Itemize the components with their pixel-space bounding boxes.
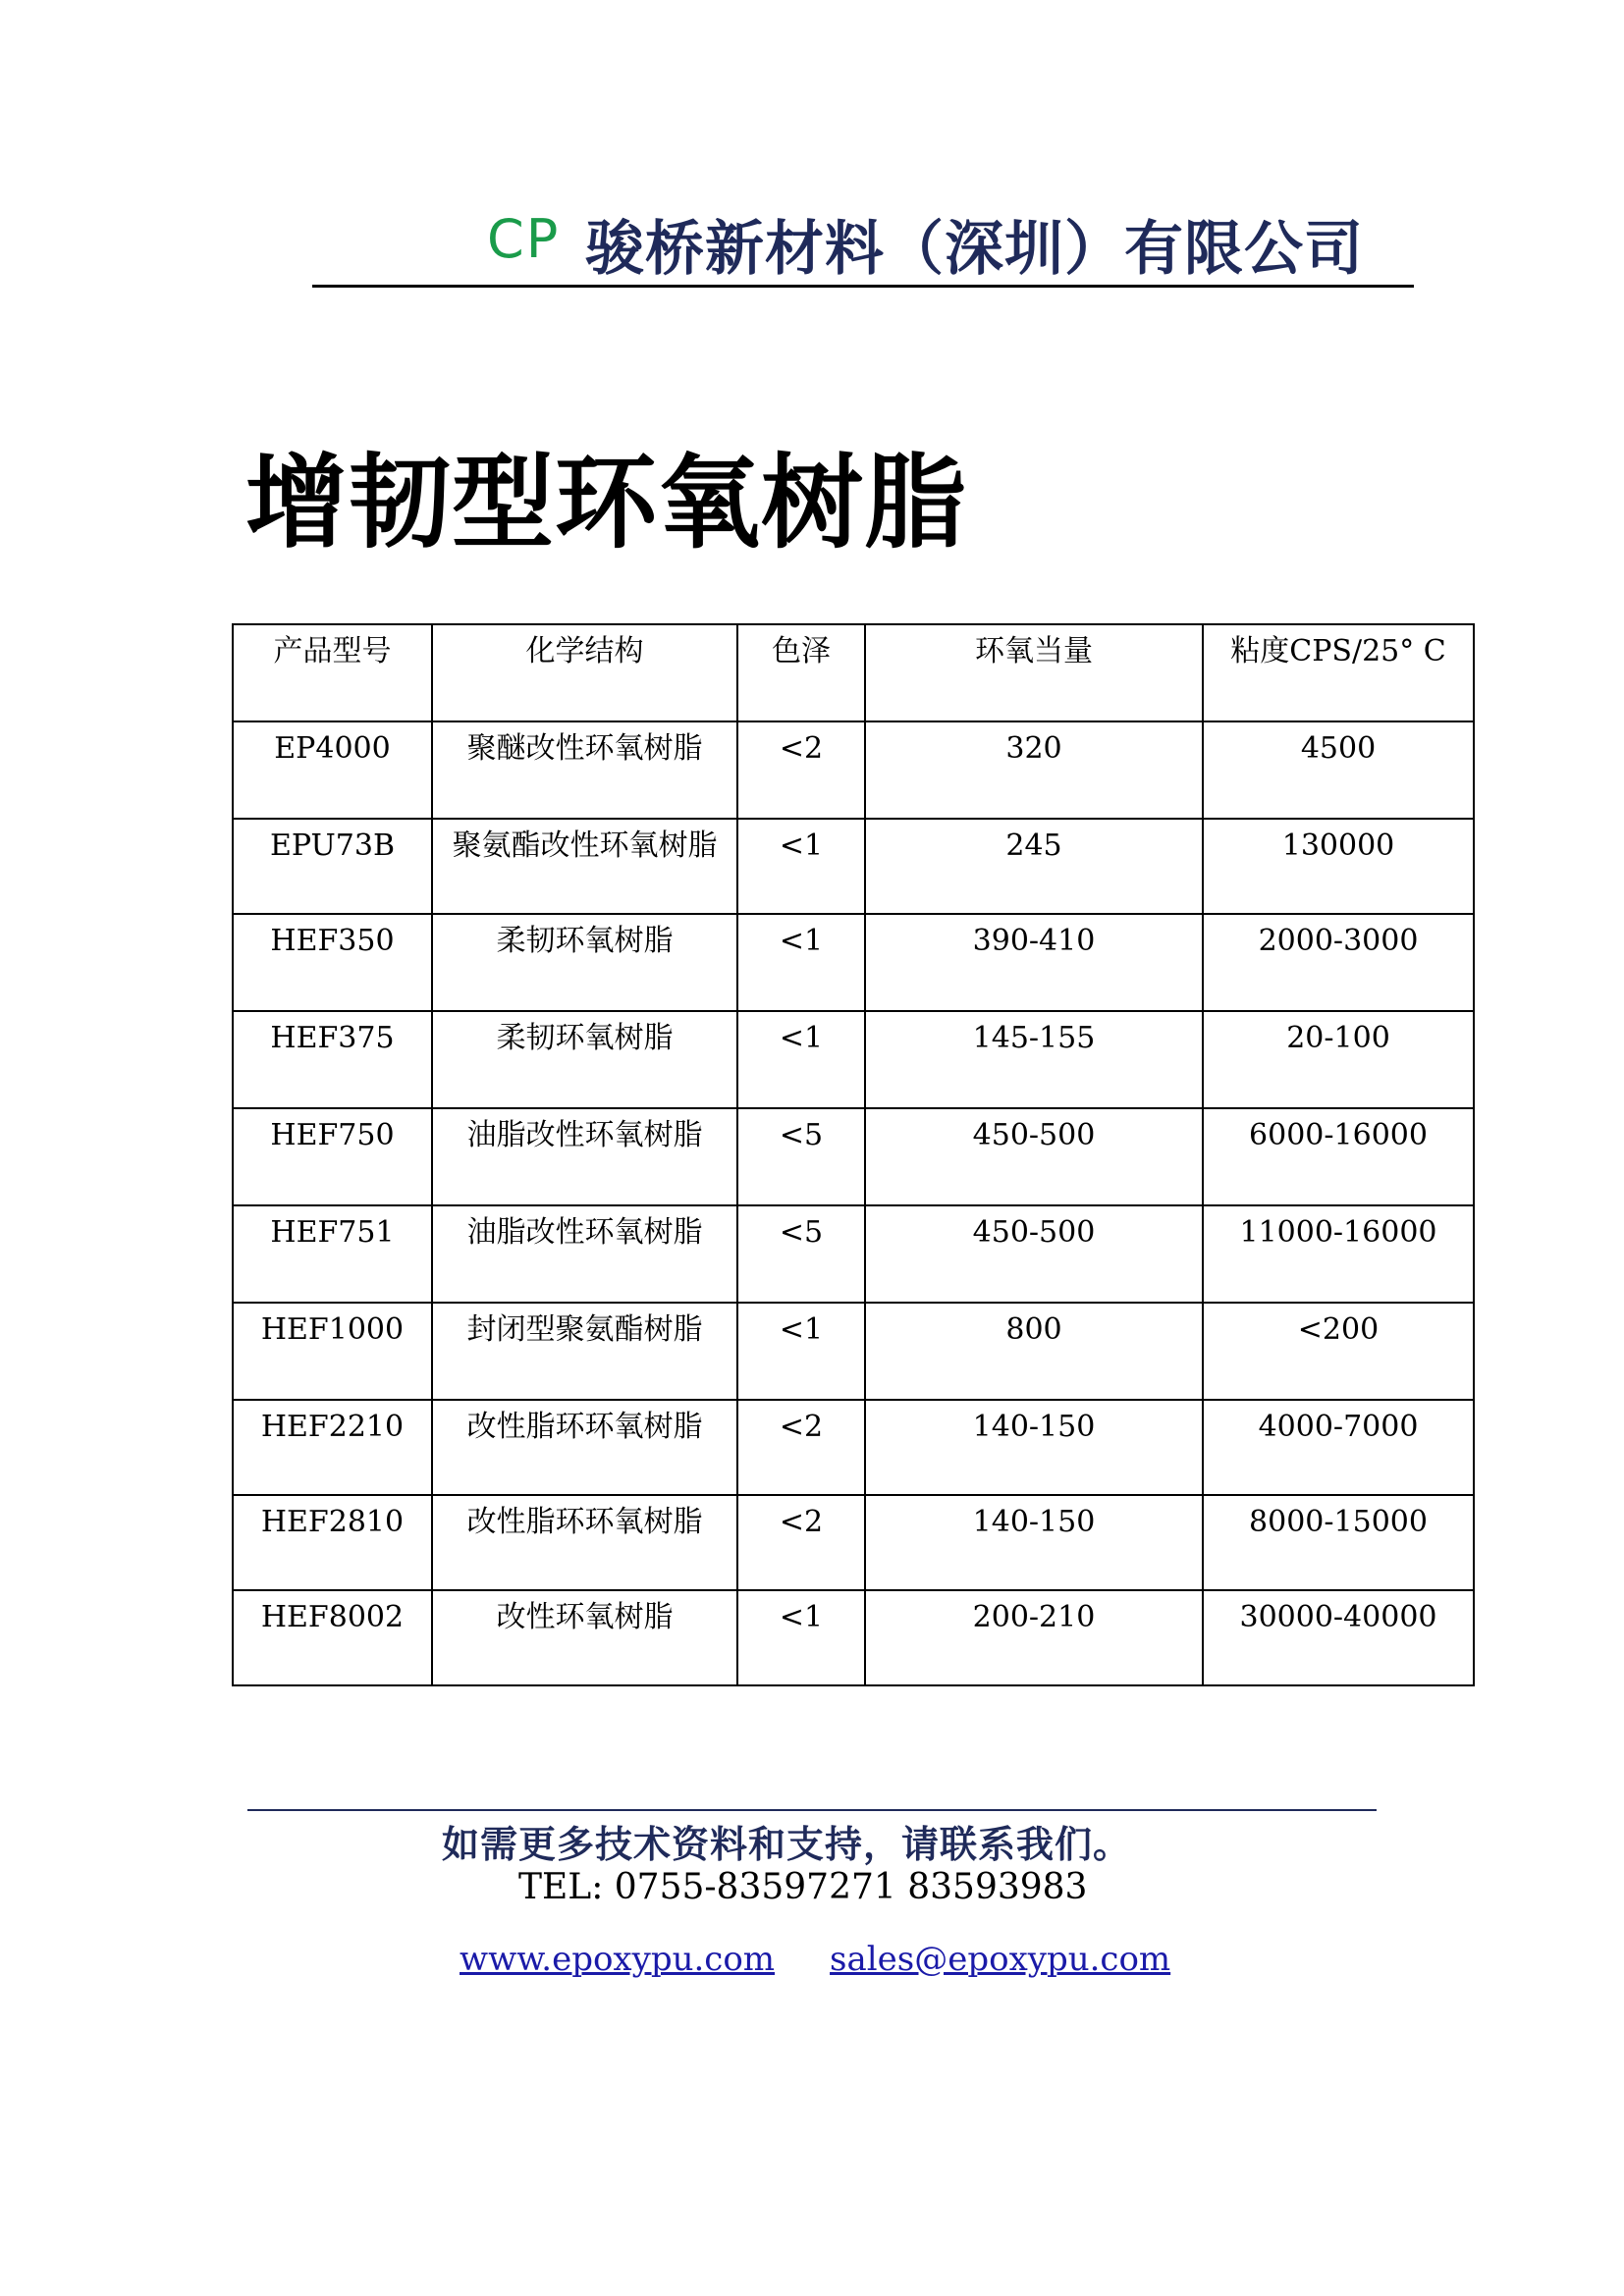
header-epoxy-equivalent: 环氧当量 — [865, 624, 1203, 721]
table-row — [233, 1205, 1474, 1303]
footer-divider — [247, 1809, 1377, 1811]
table-row — [233, 1400, 1474, 1495]
table-row — [233, 1590, 1474, 1685]
cell-model: HEF375 — [233, 1011, 432, 1108]
cell-structure: 柔韧环氧树脂 — [432, 914, 737, 1011]
cell-viscosity: 6000-16000 — [1203, 1108, 1474, 1205]
product-spec-table — [232, 623, 1475, 1686]
cell-structure: 改性脂环环氧树脂 — [432, 1400, 737, 1495]
cell-model: HEF8002 — [233, 1590, 432, 1685]
cell-epoxy-equivalent: 450-500 — [865, 1108, 1203, 1205]
cell-model: HEF750 — [233, 1108, 432, 1205]
cell-color: <5 — [737, 1205, 865, 1303]
cell-epoxy-equivalent: 145-155 — [865, 1011, 1203, 1108]
cell-viscosity: 130000 — [1203, 819, 1474, 914]
cell-viscosity: 4000-7000 — [1203, 1400, 1474, 1495]
cell-model: HEF751 — [233, 1205, 432, 1303]
cell-structure: 油脂改性环氧树脂 — [432, 1205, 737, 1303]
website-link[interactable]: www.epoxypu.com — [460, 1940, 776, 1979]
table-row — [233, 914, 1474, 1011]
cell-viscosity: 8000-15000 — [1203, 1495, 1474, 1590]
cell-color: <2 — [737, 1400, 865, 1495]
cell-structure: 油脂改性环氧树脂 — [432, 1108, 737, 1205]
cell-color: <1 — [737, 1590, 865, 1685]
cell-epoxy-equivalent: 140-150 — [865, 1495, 1203, 1590]
cell-model: EP4000 — [233, 721, 432, 819]
cell-epoxy-equivalent: 140-150 — [865, 1400, 1203, 1495]
brand-logo-text: CP — [487, 208, 561, 270]
table-row — [233, 721, 1474, 819]
cell-epoxy-equivalent: 200-210 — [865, 1590, 1203, 1685]
table-row — [233, 1011, 1474, 1108]
cell-model: HEF2810 — [233, 1495, 432, 1590]
cell-epoxy-equivalent: 450-500 — [865, 1205, 1203, 1303]
cell-structure: 聚醚改性环氧树脂 — [432, 721, 737, 819]
header-structure: 化学结构 — [432, 624, 737, 721]
company-name: 骏桥新材料（深圳）有限公司 — [585, 215, 1364, 284]
cell-color: <2 — [737, 1495, 865, 1590]
cell-color: <2 — [737, 721, 865, 819]
cell-color: <5 — [737, 1108, 865, 1205]
cell-model: HEF1000 — [233, 1303, 432, 1400]
table-row — [233, 819, 1474, 914]
cell-viscosity: <200 — [1203, 1303, 1474, 1400]
contact-message: 如需更多技术资料和支持，请联系我们。 — [442, 1823, 1132, 1866]
cell-epoxy-equivalent: 390-410 — [865, 914, 1203, 1011]
table-header-row — [233, 624, 1474, 721]
cell-epoxy-equivalent: 800 — [865, 1303, 1203, 1400]
cell-viscosity: 20-100 — [1203, 1011, 1474, 1108]
table-row — [233, 1495, 1474, 1590]
email-link[interactable]: sales@epoxypu.com — [830, 1940, 1171, 1979]
cell-epoxy-equivalent: 245 — [865, 819, 1203, 914]
cell-structure: 聚氨酯改性环氧树脂 — [432, 819, 737, 914]
cell-viscosity: 30000-40000 — [1203, 1590, 1474, 1685]
cell-color: <1 — [737, 914, 865, 1011]
cell-model: EPU73B — [233, 819, 432, 914]
footer-links — [460, 1940, 1170, 1979]
cell-structure: 改性脂环环氧树脂 — [432, 1495, 737, 1590]
header-color: 色泽 — [737, 624, 865, 721]
cell-viscosity: 4500 — [1203, 721, 1474, 819]
cell-color: <1 — [737, 1011, 865, 1108]
cell-model: HEF2210 — [233, 1400, 432, 1495]
table-row — [233, 1108, 1474, 1205]
header-divider — [312, 285, 1414, 288]
cell-viscosity: 11000-16000 — [1203, 1205, 1474, 1303]
cell-model: HEF350 — [233, 914, 432, 1011]
table-row — [233, 1303, 1474, 1400]
cell-epoxy-equivalent: 320 — [865, 721, 1203, 819]
cell-structure: 封闭型聚氨酯树脂 — [432, 1303, 737, 1400]
cell-structure: 改性环氧树脂 — [432, 1590, 737, 1685]
telephone-numbers: TEL: 0755-83597271 83593983 — [518, 1867, 1088, 1907]
page-title: 增韧型环氧树脂 — [245, 442, 968, 562]
cell-structure: 柔韧环氧树脂 — [432, 1011, 737, 1108]
header-viscosity: 粘度CPS/25° C — [1203, 624, 1474, 721]
cell-viscosity: 2000-3000 — [1203, 914, 1474, 1011]
cell-color: <1 — [737, 1303, 865, 1400]
header-model: 产品型号 — [233, 624, 432, 721]
company-header — [312, 196, 1412, 285]
cell-color: <1 — [737, 819, 865, 914]
